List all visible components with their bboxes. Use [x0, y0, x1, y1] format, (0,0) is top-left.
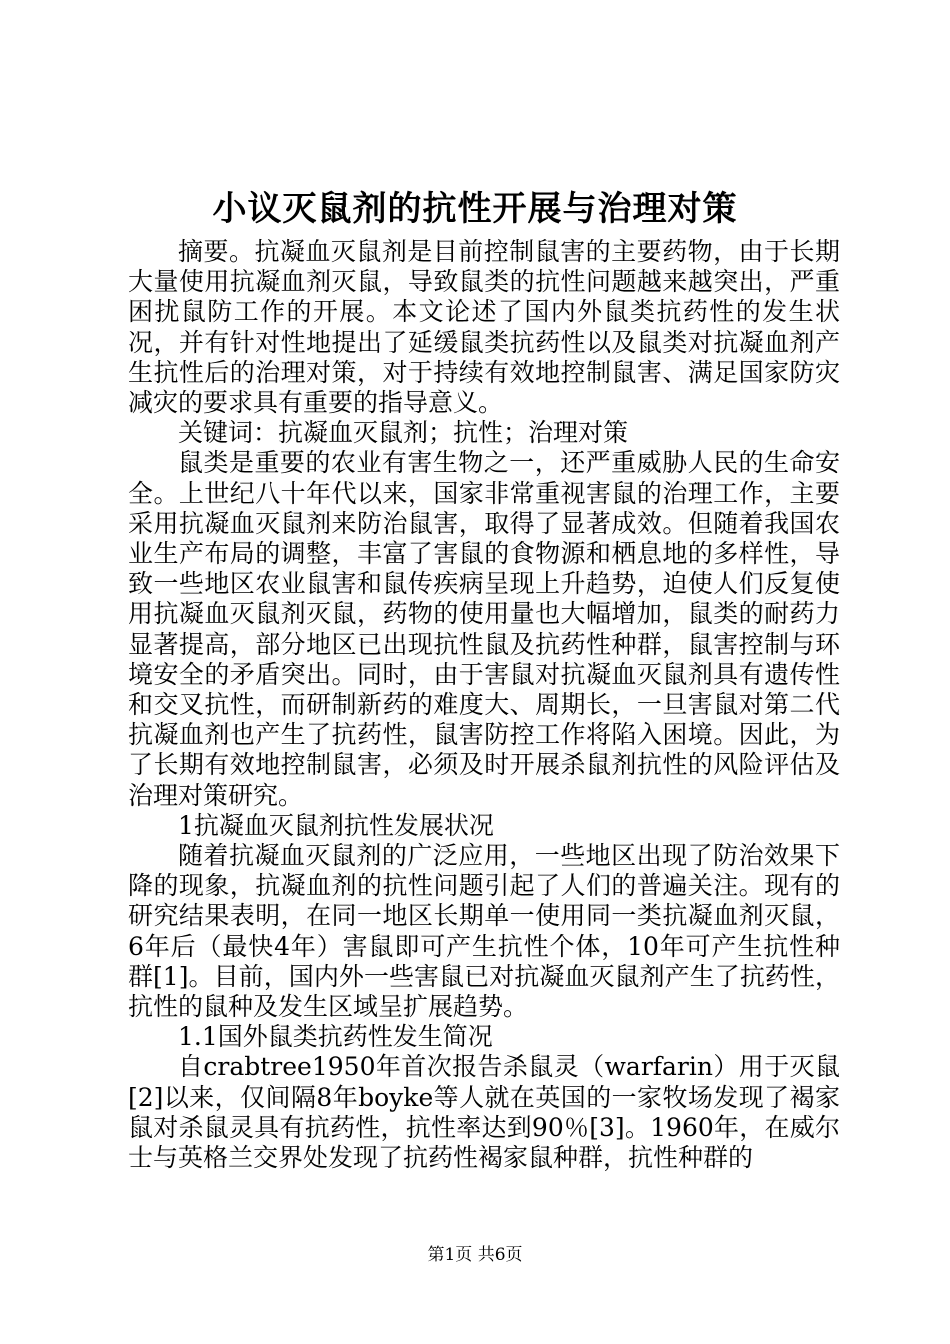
abstract-paragraph: 摘要。抗凝血灭鼠剂是目前控制鼠害的主要药物，由于长期大量使用抗凝血剂灭鼠，导致鼠类的抗性问题越来越突出，严重困扰鼠防工作的开展。本文论述了国内外鼠类抗药性的发生状况，并有针对性地提出了延缓鼠类抗药性以及鼠类对抗凝血剂产生抗性后的治理对策，对于持续有效地控制鼠害、满足国家防灾减灾的要求具有重要的指导意义。 [128, 237, 840, 418]
keywords-paragraph: 关键词：抗凝血灭鼠剂；抗性；治理对策 [178, 418, 629, 448]
document-body [128, 237, 840, 1173]
section-1-paragraph: 随着抗凝血灭鼠剂的广泛应用，一些地区出现了防治效果下降的现象，抗凝血剂的抗性问题引起了人们的普遍关注。现有的研究结果表明，在同一地区长期单一使用同一类抗凝血剂灭鼠，6年后（最快4年）害鼠即可产生抗性个体，10年可产生抗性种群[1]。目前，国内外一些害鼠已对抗凝血灭鼠剂产生了抗药性，抗性的鼠种及发生区域呈扩展趋势。 [128, 841, 840, 1022]
page-number-footer: 第1页 共6页 [427, 1245, 523, 1265]
section-heading-1-1: 1.1国外鼠类抗药性发生简况 [178, 1022, 493, 1052]
section-1-1-paragraph: 自crabtree1950年首次报告杀鼠灵（warfarin）用于灭鼠[2]以来，仅间隔8年boyke等人就在英国的一家牧场发现了褐家鼠对杀鼠灵具有抗药性，抗性率达到90％[3]。1960年，在威尔士与英格兰交界处发现了抗药性褐家鼠种群，抗性种群的 [128, 1052, 840, 1173]
intro-paragraph: 鼠类是重要的农业有害生物之一，还严重威胁人民的生命安全。上世纪八十年代以来，国家非常重视害鼠的治理工作，主要采用抗凝血灭鼠剂来防治鼠害，取得了显著成效。但随着我国农业生产布局的调整，丰富了害鼠的食物源和栖息地的多样性，导致一些地区农业鼠害和鼠传疾病呈现上升趋势，迫使人们反复使用抗凝血灭鼠剂灭鼠，药物的使用量也大幅增加，鼠类的耐药力显著提高，部分地区已出现抗性鼠及抗药性种群，鼠害控制与环境安全的矛盾突出。同时，由于害鼠对抗凝血灭鼠剂具有遗传性和交叉抗性，而研制新药的难度大、周期长，一旦害鼠对第二代抗凝血剂也产生了抗药性，鼠害防控工作将陷入困境。因此，为了长期有效地控制鼠害，必须及时开展杀鼠剂抗性的风险评估及治理对策研究。 [128, 448, 840, 810]
document-title: 小议灭鼠剂的抗性开展与治理对策 [212, 189, 738, 229]
section-heading-1: 1抗凝血灭鼠剂抗性发展状况 [178, 810, 494, 840]
